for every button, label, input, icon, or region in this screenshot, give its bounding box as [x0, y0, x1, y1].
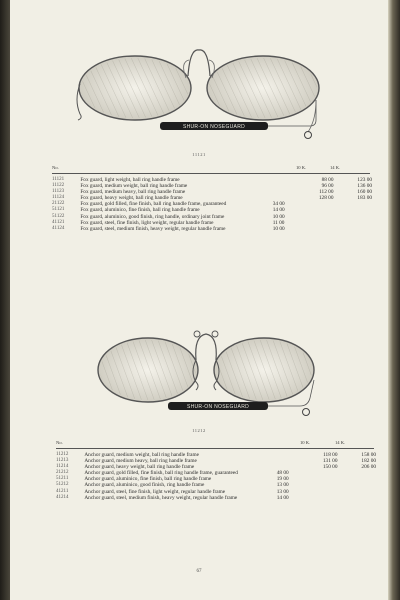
figure-number: 11121: [192, 152, 206, 157]
item-number: 41214: [56, 494, 69, 500]
price-14k: 136 00: [357, 183, 372, 190]
right-lens: [207, 56, 319, 120]
price-10k: 131 00: [322, 458, 338, 465]
left-lens: [79, 56, 191, 120]
item-description: Fox guard, medium heavy, ball ring handle frame: [80, 189, 186, 196]
handle-engraving: SHUR-ON NOSEGUARD: [182, 124, 246, 130]
price-10k: [299, 226, 333, 232]
item-description: Anchor guard, steel, fine finish, light weight, regular handle frame: [84, 488, 226, 495]
chain-ring: [303, 409, 310, 416]
item-description: Anchor guard, medium weight, ball ring handle frame: [84, 452, 199, 458]
price-10k: 88 00: [321, 177, 334, 183]
book-spine: [0, 0, 10, 600]
bridge-spring: [188, 50, 210, 76]
price-10k: 96 00: [321, 183, 334, 190]
item-description: Anchor guard, aluminico, fine finish, ball ring handle frame: [84, 476, 212, 483]
column-header-14k: 14 K.: [330, 165, 341, 170]
price-table-fox-guard: [52, 177, 372, 232]
catalog-page: [10, 0, 388, 600]
item-number: 21122: [52, 201, 65, 207]
price-single: 14 00: [276, 494, 289, 501]
price-14k: 160 00: [357, 189, 372, 196]
price-single: 13 00: [276, 482, 289, 489]
item-description: Fox guard, aluminico, good finish, ring handle, ordinary joint frame: [80, 213, 225, 220]
price-14k: [337, 495, 376, 501]
price-single: 48 00: [276, 470, 289, 477]
column-header-10k: 10 K.: [296, 165, 307, 170]
handle-engraving: SHUR-ON NOSEGUARD: [186, 404, 250, 410]
price-single: 14 00: [272, 207, 285, 214]
price-14k: 183 00: [357, 195, 372, 202]
table-row: [52, 226, 372, 232]
item-number: 51122: [52, 213, 65, 219]
price-10k: 128 00: [318, 195, 334, 202]
header-rule: [52, 173, 370, 174]
price-14k: 123 00: [357, 177, 372, 183]
item-description: Anchor guard, steel, medium finish, heavy weight, regular handle frame: [84, 494, 238, 501]
anchor-bridge: [196, 334, 217, 360]
column-header-no: No.: [52, 165, 59, 170]
right-lens: [214, 338, 314, 402]
item-number: 41121: [52, 219, 65, 225]
column-header-10k: 10 K.: [300, 440, 311, 445]
item-description: Fox guard, steel, fine finish, light weight, regular handle frame: [80, 219, 214, 226]
price-single: 19 00: [276, 476, 289, 483]
left-lens: [98, 338, 198, 402]
page-edge: [388, 0, 400, 600]
item-description: Anchor guard, medium heavy, ball ring handle frame: [84, 458, 197, 465]
figure-number: 11212: [192, 428, 206, 433]
price-table-anchor-guard: [56, 452, 376, 501]
price-14k: [333, 226, 372, 232]
item-number: 51211: [56, 476, 69, 482]
column-header-14k: 14 K.: [335, 440, 346, 445]
price-14k: 158 00: [361, 452, 376, 458]
item-description: Fox guard, medium weight, ball ring handle frame: [80, 183, 188, 190]
price-single: 11 00: [272, 219, 285, 226]
price-10k: 112 00: [319, 189, 334, 196]
item-number: 21212: [56, 470, 69, 476]
item-number: 51121: [52, 207, 65, 213]
item-description: Fox guard, steel, medium finish, heavy weight, regular handle frame: [80, 225, 226, 232]
item-number: 11122: [52, 183, 65, 189]
item-number: 11123: [52, 189, 65, 195]
price-14k: 182 00: [361, 458, 376, 465]
item-number: 11124: [52, 195, 65, 201]
item-description: Anchor guard, gold filled, fine finish, ball ring handle frame, guaranteed: [84, 470, 238, 477]
page-number: 67: [196, 569, 202, 574]
item-description: Fox guard, heavy weight, ball ring handle frame: [80, 195, 183, 202]
item-number: 41211: [56, 488, 69, 494]
price-single: 13 00: [276, 488, 289, 495]
item-description: Anchor guard, aluminico, good finish, ring handle frame: [84, 482, 205, 489]
price-10k: 118 00: [323, 452, 338, 458]
price-14k: 206 00: [361, 464, 376, 471]
anchor-guard-pince-nez-illustration: [10, 320, 388, 425]
price-single: 10 00: [272, 225, 285, 232]
price-single: 10 00: [272, 213, 285, 220]
item-description: Fox guard, aluminico, fine finish, ball ring handle frame: [80, 207, 200, 214]
table-row: [56, 495, 376, 501]
item-description: Fox guard, gold filled, fine finish, ball ring handle frame, guaranteed: [80, 201, 227, 208]
item-description: Anchor guard, heavy weight, ball ring handle frame: [84, 464, 195, 471]
item-number: 41124: [52, 225, 65, 231]
header-rule: [56, 448, 374, 449]
item-number: 11214: [56, 464, 69, 470]
item-number: 11213: [56, 458, 69, 464]
price-10k: [303, 495, 337, 501]
item-description: Fox guard, light weight, ball ring handle frame: [80, 177, 180, 183]
item-number: 51212: [56, 482, 69, 488]
item-number: 11212: [56, 452, 69, 457]
price-10k: 150 00: [322, 464, 338, 471]
column-header-no: No.: [56, 440, 63, 445]
fox-guard-pince-nez-illustration: [10, 40, 388, 150]
price-single: 34 00: [272, 201, 285, 208]
item-number: 11121: [52, 177, 65, 182]
chain-ring: [305, 132, 312, 139]
